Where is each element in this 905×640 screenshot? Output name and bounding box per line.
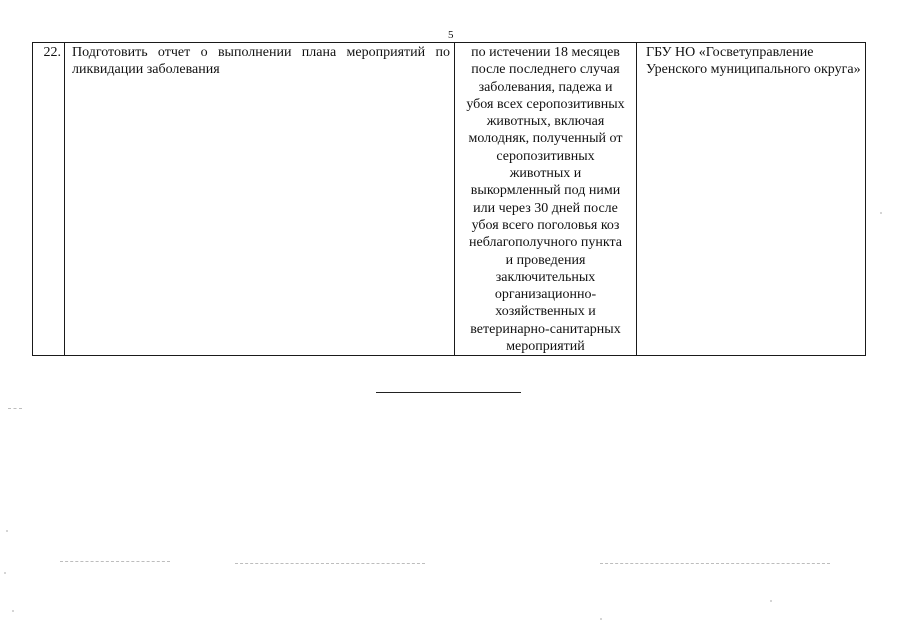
deadline-line: и проведения <box>505 252 586 268</box>
deadline-line: или через 30 дней после <box>473 200 618 216</box>
scan-artifact <box>60 561 170 562</box>
deadline-line: животных и <box>509 166 582 182</box>
scan-artifact <box>600 563 830 564</box>
deadline-line: молодняк, полученный от <box>468 131 623 147</box>
deadline-line: убоя всех серопозитивных <box>466 96 625 112</box>
scan-artifact <box>880 212 882 214</box>
task-description: Подготовить отчет о выполнении плана мероприятий по ликвидации заболевания <box>65 43 455 356</box>
deadline-line: по истечении 18 месяцев <box>471 45 620 60</box>
deadline-line: выкормленный под ними <box>470 183 621 199</box>
document-end-rule <box>376 392 521 393</box>
deadline-line: убоя всего поголовья коз <box>471 217 620 233</box>
deadline-line: неблагополучного пункта <box>469 235 622 251</box>
deadline-line: заключительных <box>495 269 596 285</box>
table-row <box>33 43 866 356</box>
deadline-line: после последнего случая <box>471 62 620 78</box>
plan-table <box>32 42 866 356</box>
page-number: 5 <box>448 29 454 41</box>
scan-artifact <box>4 572 6 574</box>
deadline-cell <box>455 43 637 356</box>
deadline-line: животных, включая <box>486 114 605 130</box>
deadline-line: мероприятий <box>506 339 585 355</box>
scan-artifact <box>600 618 602 620</box>
scan-artifact <box>6 530 8 532</box>
scan-artifact <box>235 563 425 564</box>
scan-artifact <box>770 600 772 602</box>
deadline-line: ветеринарно-санитарных <box>470 321 621 337</box>
scan-artifact <box>12 610 14 612</box>
deadline-line: хозяйственных и <box>495 304 596 320</box>
deadline-line: организационно- <box>494 287 597 303</box>
row-number: 22. <box>33 43 65 356</box>
scan-artifact <box>8 408 22 409</box>
deadline-line: серопозитивных <box>496 148 595 164</box>
responsible-party: ГБУ НО «Госветуправление Уренского муниципального округа» <box>637 43 866 356</box>
deadline-line: заболевания, падежа и <box>478 79 613 95</box>
